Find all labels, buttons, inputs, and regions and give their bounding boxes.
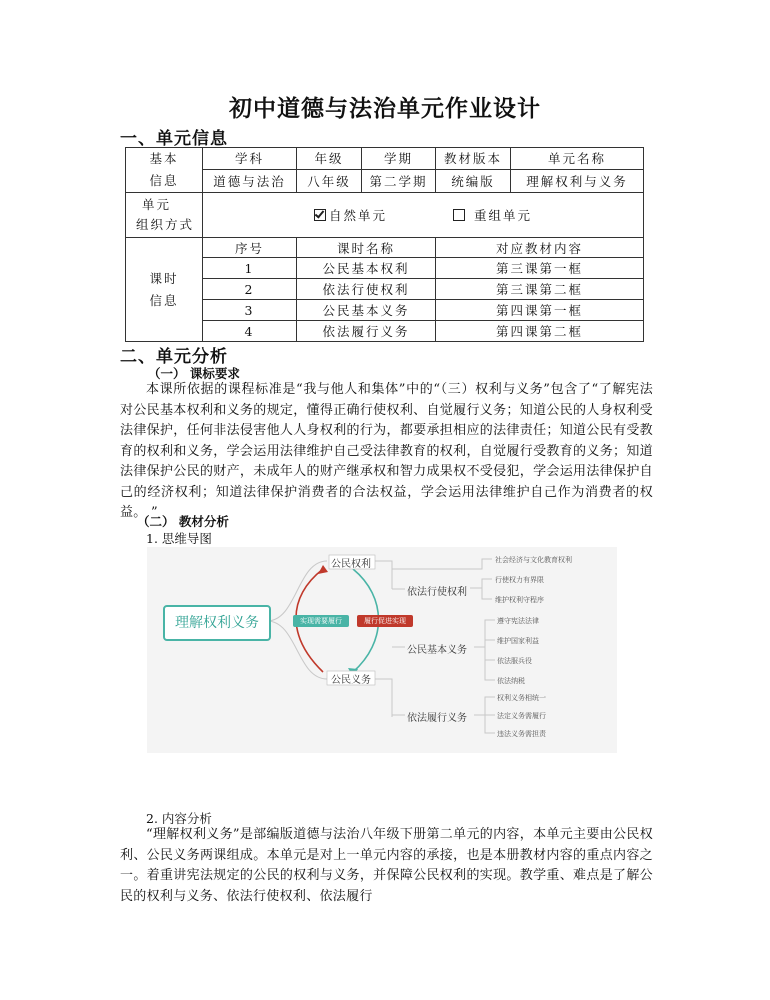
- mind-map-leaf: 法定义务需履行: [497, 712, 546, 720]
- lesson-number: 1: [203, 258, 297, 279]
- org-mode-options: [203, 193, 644, 238]
- value-subject: 道德与法治: [203, 169, 297, 192]
- mind-map-leaf: 权利义务相统一: [497, 694, 546, 702]
- unchecked-box-icon: [453, 209, 465, 221]
- mind-map-leaf: 社会经济与文化教育权利: [495, 556, 572, 564]
- header-grade: 年级: [297, 148, 362, 170]
- lesson-content: 第四课第一框: [436, 300, 644, 321]
- table-row: [126, 279, 644, 300]
- mind-map-figure: [147, 547, 617, 753]
- subheading-textbook-analysis: （二） 教材分析: [137, 514, 229, 529]
- mind-map-node-exercise-rights: 依法行使权利: [407, 587, 467, 598]
- lesson-info-label: 课时 信息: [126, 238, 203, 342]
- mind-map-leaf: 维护国家利益: [497, 637, 539, 645]
- subheading-standards: （一） 课标要求: [148, 366, 240, 381]
- mind-map-leaf: 遵守宪法法律: [497, 617, 539, 625]
- lesson-name: 公民基本权利: [297, 258, 436, 279]
- lesson-name: 依法行使权利: [297, 279, 436, 300]
- item-content-analysis-label: 2. 内容分析: [146, 811, 212, 826]
- value-term: 第二学期: [362, 169, 436, 192]
- natural-unit-option[interactable]: 自然单元: [314, 206, 387, 224]
- mind-map-leaf: 依法纳税: [497, 677, 525, 685]
- mind-map-leaf: 违法义务需担责: [497, 730, 546, 738]
- mind-map-connectors: [147, 547, 617, 753]
- table-row: [126, 300, 644, 321]
- mind-map-leaf: 依法服兵役: [497, 657, 532, 665]
- mind-map-tag-right: 履行促进实现: [357, 615, 413, 627]
- section-heading-unit-info: 一、单元信息: [120, 129, 228, 149]
- lesson-content: 第三课第二框: [436, 279, 644, 300]
- mind-map-leaf: 维护权利守程序: [495, 596, 544, 604]
- value-unit-name: 理解权利与义务: [511, 169, 644, 192]
- value-textbook: 统编版: [436, 169, 511, 192]
- mind-map-leaf: 行使权力有界限: [495, 576, 544, 584]
- section-heading-unit-analysis: 二、单元分析: [120, 347, 228, 367]
- item-mindmap-label: 1. 思维导图: [146, 531, 212, 546]
- mind-map-root: 理解权利义务: [163, 605, 271, 641]
- document-title: 初中道德与法治单元作业设计: [229, 96, 541, 122]
- mind-map-node-fulfil-duties: 依法履行义务: [407, 713, 467, 724]
- header-unit-name: 单元名称: [511, 148, 644, 170]
- mind-map-node-basic-duties: 公民基本义务: [407, 645, 467, 656]
- value-grade: 八年级: [297, 169, 362, 192]
- content-analysis-paragraph: “理解权利义务”是部编版道德与法治八年级下册第二单元的内容，本单元主要由公民权利、公民义务两课组成。本单元是对上一单元内容的承接，也是本册教材内容的重点内容之一。着重讲宪法规定的公民的权利与义务，并保障公民权利的实现。教学重、难点是了解公民的权利与义务、依法行使权利、依法履行: [120, 827, 653, 904]
- mind-map-node-duties: 公民义务: [331, 675, 371, 686]
- lesson-header-content: 对应教材内容: [436, 238, 644, 258]
- table-row: [126, 321, 644, 342]
- checked-box-icon: [314, 209, 326, 221]
- header-term: 学期: [362, 148, 436, 170]
- lesson-number: 4: [203, 321, 297, 342]
- lesson-content: 第三课第一框: [436, 258, 644, 279]
- lesson-content: 第四课第二框: [436, 321, 644, 342]
- lesson-number: 3: [203, 300, 297, 321]
- basic-info-label: 基本 信息: [126, 148, 203, 193]
- org-mode-label: 单元 组织方式: [126, 193, 203, 238]
- mind-map-tag-left: 实现需要履行: [293, 615, 349, 627]
- header-textbook: 教材版本: [436, 148, 511, 170]
- lesson-header-number: 序号: [203, 238, 297, 258]
- lesson-name: 公民基本义务: [297, 300, 436, 321]
- standards-paragraph: 本课所依据的课程标准是“我与他人和集体”中的“（三）权利与义务”包含了“了解宪法对公民基本权利和义务的规定，懂得正确行使权利、自觉履行义务；知道公民的人身权利受法律保护，任何非法侵害他人人身权利的行为，都要承担相应的法律责任；知道公民有受教育的权利和义务，学会运用法律维护自己受法律教育的权利，自觉履行受教育的义务；知道法律保护公民的财产，未成年人的财产继承权和智力成果权不受侵犯，学会运用法律保护自己的经济权利；知道法律保护消费者的合法权益，学会运用法律维护自己作为消费者的权益。 ”: [120, 382, 653, 520]
- header-subject: 学科: [203, 148, 297, 170]
- lesson-number: 2: [203, 279, 297, 300]
- lesson-header-name: 课时名称: [297, 238, 436, 258]
- mind-map-node-rights: 公民权利: [331, 559, 371, 570]
- lesson-name: 依法履行义务: [297, 321, 436, 342]
- regroup-unit-option[interactable]: 重组单元: [453, 206, 532, 224]
- unit-info-table: [125, 147, 644, 342]
- table-row: [126, 258, 644, 279]
